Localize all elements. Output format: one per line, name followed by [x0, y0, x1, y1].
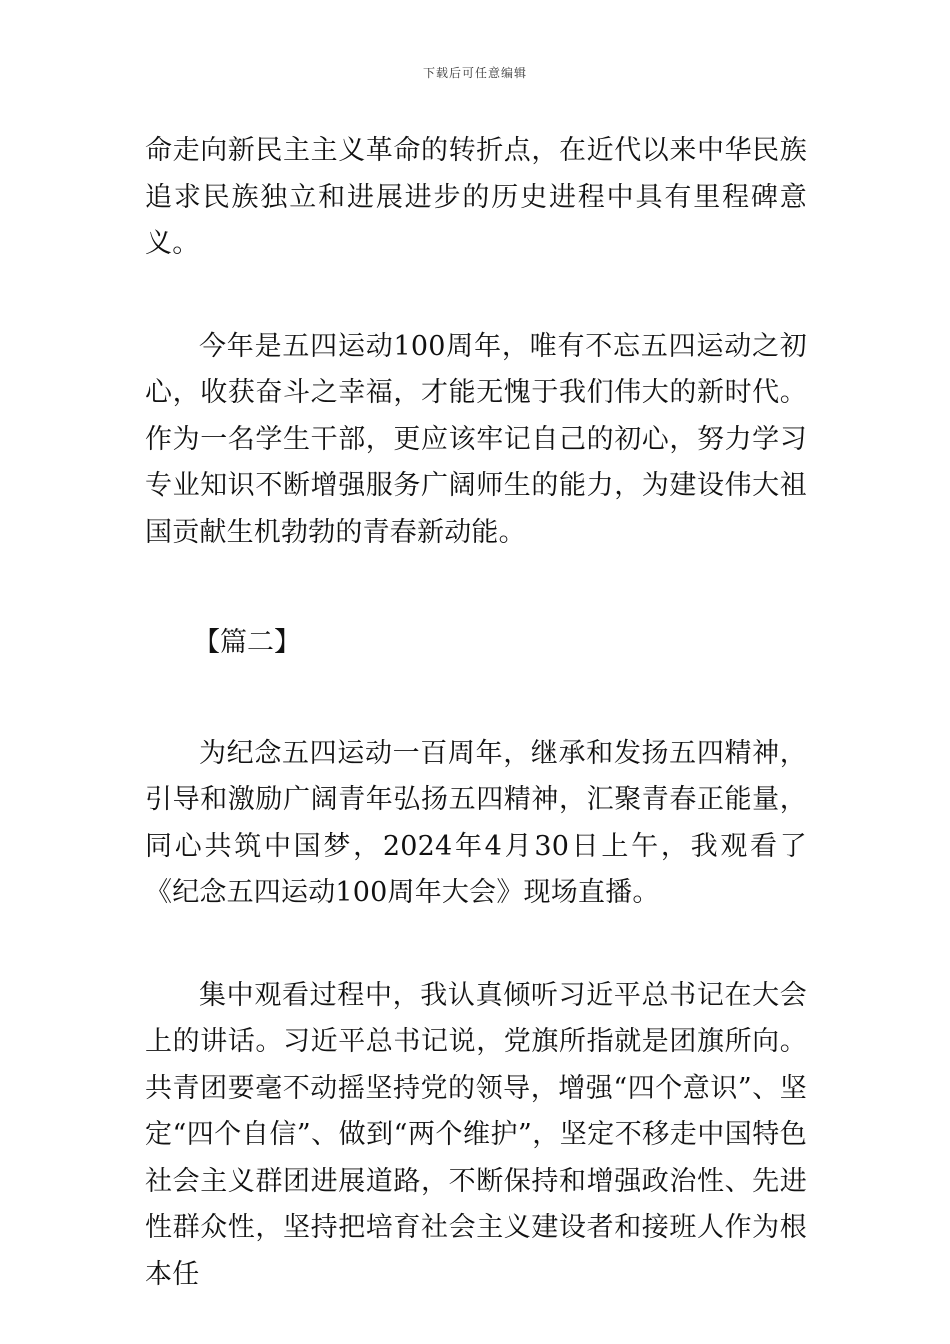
- paragraph-speech: 集中观看过程中，我认真倾听习近平总书记在大会上的讲话。习近平总书记说，党旗所指就是团旗所向。共青团要毫不动摇坚持党的领导，增强“四个意识”、坚定“四个自信”、做到“两个维护”，坚定不移走中国特色社会主义群团进展道路，不断保持和增强政治性、先进性群众性，坚持把培育社会主义建设者和接班人作为根本任: [145, 979, 807, 1290]
- paragraph-continued: 命走向新民主主义革命的转折点，在近代以来中华民族追求民族独立和进展进步的历史进程中具有里程碑意义。: [145, 135, 807, 259]
- document-body: [145, 128, 807, 1298]
- paragraph-anniversary: 今年是五四运动100周年，唯有不忘五四运动之初心，收获奋斗之幸福，才能无愧于我们伟大的新时代。作为一名学生干部，更应该牢记自己的初心，努力学习专业知识不断增强服务广阔师生的能力，为建设伟大祖国贡献生机勃勃的青春新动能。: [145, 330, 807, 548]
- section-heading: 【篇二】: [193, 627, 301, 658]
- paragraph-commemoration: 为纪念五四运动一百周年，继承和发扬五四精神，引导和激励广阔青年弘扬五四精神，汇聚青春正能量，同心共筑中国梦，2024年4月30日上午，我观看了《纪念五四运动100周年大会》现场直播。: [145, 737, 807, 908]
- page-header-note: 下载后可任意编辑: [422, 66, 527, 80]
